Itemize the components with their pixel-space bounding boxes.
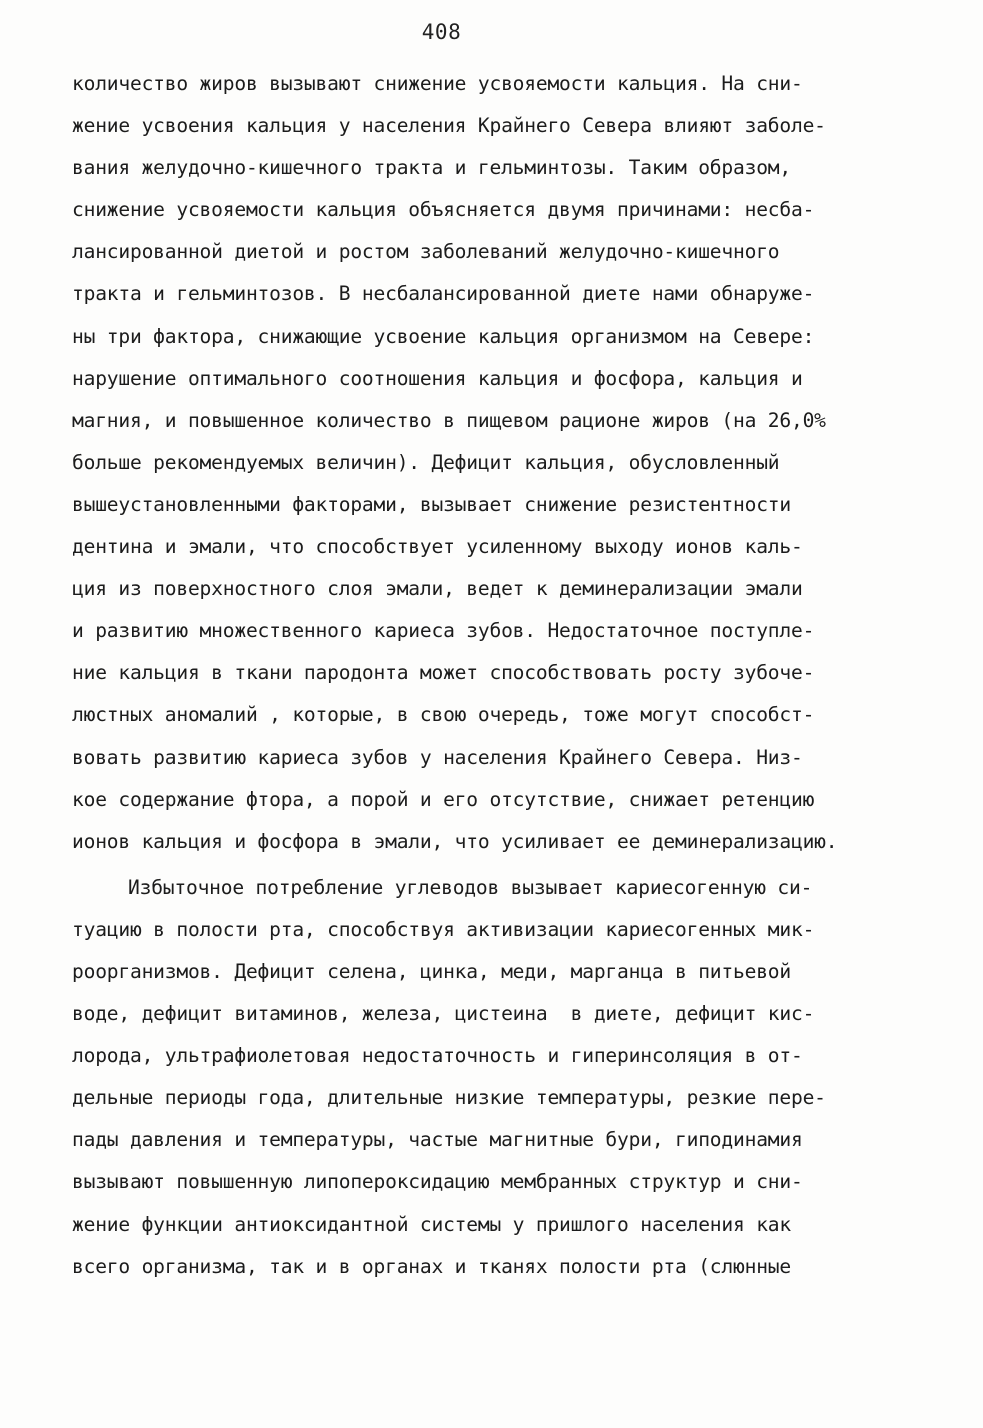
paragraph-2 xyxy=(72,874,917,1295)
text-line: кое содержание фтора, а порой и его отсутствие, снижает ретенцию xyxy=(72,787,815,811)
body-text xyxy=(72,70,917,1295)
text-line: вовать развитию кариеса зубов у населения Крайнего Севера. Низ- xyxy=(72,745,803,769)
text-line: ние кальция в ткани пародонта может способствовать росту зубоче- xyxy=(72,661,815,685)
text-line: люстных аномалий , которые, в свою очередь, тоже могут способст- xyxy=(72,703,815,727)
text-line: магния, и повышенное количество в пищевом рационе жиров (на 26,0% xyxy=(72,408,826,432)
text-line: вания желудочно-кишечного тракта и гельминтозы. Таким образом, xyxy=(72,156,791,180)
text-line: Избыточное потребление углеводов вызывает кариесогенную си- xyxy=(128,875,813,899)
text-line: пады давления и температуры, частые магнитные бури, гиподинамия xyxy=(72,1128,803,1152)
text-line: всего организма, так и в органах и тканях полости рта (слюнные xyxy=(72,1254,791,1278)
text-line: больше рекомендуемых величин). Дефицит кальция, обусловленный xyxy=(72,450,780,474)
text-line: дельные периоды года, длительные низкие температуры, резкие пере- xyxy=(72,1086,826,1110)
text-line: жение функции антиоксидантной системы у пришлого населения как xyxy=(72,1212,791,1236)
text-line: ны три фактора, снижающие усвоение кальция организмом на Севере: xyxy=(72,324,815,348)
text-line: воде, дефицит витаминов, железа, цистеина в диете, дефицит кис- xyxy=(72,1002,815,1026)
text-line: количество жиров вызывают снижение усвояемости кальция. На сни- xyxy=(72,72,803,95)
text-line: роорганизмов. Дефицит селена, цинка, меди, марганца в питьевой xyxy=(72,959,791,983)
text-line: ция из поверхностного слоя эмали, ведет к деминерализации эмали xyxy=(72,577,803,601)
text-line: снижение усвояемости кальция объясняется двумя причинами: несба- xyxy=(72,198,815,222)
text-line: вышеустановленными факторами, вызывает снижение резистентности xyxy=(72,492,791,516)
text-line: нарушение оптимального соотношения кальция и фосфора, кальция и xyxy=(72,366,803,390)
text-line: лансированной диетой и ростом заболеваний желудочно-кишечного xyxy=(72,240,780,264)
text-line: ионов кальция и фосфора в эмали, что усиливает ее деминерализацию. xyxy=(72,829,838,853)
text-line: жение усвоения кальция у населения Крайнего Севера влияют заболе- xyxy=(72,114,826,138)
text-line: вызывают повышенную липопероксидацию мембранных структур и сни- xyxy=(72,1170,803,1194)
text-line: туацию в полости рта, способствуя активизации кариесогенных мик- xyxy=(72,917,815,941)
text-line: тракта и гельминтозов. В несбалансированной диете нами обнаруже- xyxy=(72,282,815,306)
page-number: 408 xyxy=(421,20,462,44)
text-line: лорода, ультрафиолетовая недостаточность и гиперинсоляция в от- xyxy=(72,1044,803,1068)
paragraph-1 xyxy=(72,70,917,870)
text-line: и развитию множественного кариеса зубов. Недостаточное поступле- xyxy=(72,619,815,643)
text-line: дентина и эмали, что способствует усиленному выходу ионов каль- xyxy=(72,535,803,559)
